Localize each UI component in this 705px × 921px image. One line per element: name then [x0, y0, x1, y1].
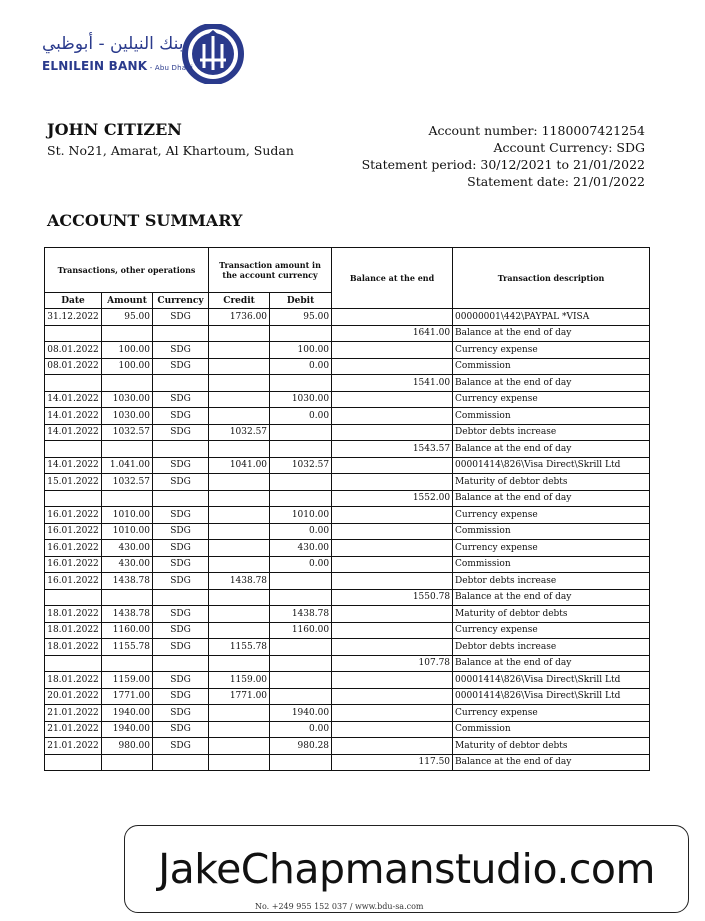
row-credit	[209, 325, 270, 342]
row-date: 15.01.2022	[45, 474, 102, 491]
watermark-stamp	[124, 825, 689, 913]
row-date: 16.01.2022	[45, 523, 102, 540]
row-credit	[209, 441, 270, 458]
row-date: 14.01.2022	[45, 457, 102, 474]
row-currency	[153, 754, 209, 771]
row-description: Balance at the end of day	[453, 589, 650, 606]
bank-emblem-icon	[182, 24, 244, 84]
footer-contact: No. +249 955 152 037 / www.bdu-sa.com	[255, 902, 424, 911]
row-amount	[102, 375, 153, 392]
row-date	[45, 325, 102, 342]
table-row	[45, 358, 650, 375]
row-debit: 0.00	[270, 556, 332, 573]
table-row	[45, 556, 650, 573]
row-amount: 1940.00	[102, 705, 153, 722]
row-debit: 1940.00	[270, 705, 332, 722]
table-row	[45, 721, 650, 738]
row-currency: SDG	[153, 705, 209, 722]
row-balance	[332, 342, 453, 359]
row-description: Commission	[453, 556, 650, 573]
row-credit: 1438.78	[209, 573, 270, 590]
row-currency: SDG	[153, 688, 209, 705]
row-date: 08.01.2022	[45, 342, 102, 359]
row-credit: 1041.00	[209, 457, 270, 474]
row-currency: SDG	[153, 391, 209, 408]
row-currency: SDG	[153, 738, 209, 755]
row-amount: 100.00	[102, 358, 153, 375]
table-row	[45, 672, 650, 689]
row-date: 21.01.2022	[45, 705, 102, 722]
row-amount: 95.00	[102, 309, 153, 326]
row-debit: 0.00	[270, 523, 332, 540]
row-balance	[332, 721, 453, 738]
row-credit	[209, 606, 270, 623]
row-balance	[332, 507, 453, 524]
table-row	[45, 688, 650, 705]
row-date: 21.01.2022	[45, 738, 102, 755]
table-row	[45, 589, 650, 606]
header-amount-group: Transaction amount in the account currency	[209, 248, 332, 293]
row-amount	[102, 754, 153, 771]
row-balance	[332, 457, 453, 474]
row-balance	[332, 540, 453, 557]
table-row	[45, 540, 650, 557]
row-date: 14.01.2022	[45, 408, 102, 425]
row-credit: 1159.00	[209, 672, 270, 689]
row-description: Currency expense	[453, 622, 650, 639]
table-row	[45, 523, 650, 540]
row-description: Currency expense	[453, 540, 650, 557]
row-amount: 1030.00	[102, 391, 153, 408]
row-balance	[332, 738, 453, 755]
row-description: Maturity of debtor debts	[453, 606, 650, 623]
row-debit: 980.28	[270, 738, 332, 755]
row-date: 08.01.2022	[45, 358, 102, 375]
row-credit	[209, 655, 270, 672]
header-balance: Balance at the end	[332, 248, 453, 309]
account-currency: Account Currency: SDG	[493, 140, 645, 155]
bank-name-arabic: بنك النيلين - أبوظبي	[42, 34, 184, 54]
row-currency: SDG	[153, 540, 209, 557]
table-row	[45, 424, 650, 441]
statement-date: Statement date: 21/01/2022	[467, 174, 645, 189]
row-currency: SDG	[153, 622, 209, 639]
customer-address: St. No21, Amarat, Al Khartoum, Sudan	[47, 143, 294, 158]
row-debit: 1160.00	[270, 622, 332, 639]
row-credit	[209, 342, 270, 359]
header-currency: Currency	[153, 293, 209, 309]
row-currency	[153, 589, 209, 606]
row-credit	[209, 408, 270, 425]
row-currency: SDG	[153, 342, 209, 359]
row-currency: SDG	[153, 573, 209, 590]
table-row	[45, 375, 650, 392]
row-balance: 107.78	[332, 655, 453, 672]
row-debit	[270, 490, 332, 507]
account-number: Account number: 1180007421254	[428, 123, 645, 138]
section-title: ACCOUNT SUMMARY	[47, 211, 243, 230]
row-debit: 1030.00	[270, 391, 332, 408]
row-description: Balance at the end of day	[453, 441, 650, 458]
table-row	[45, 342, 650, 359]
header-transactions-group: Transactions, other operations	[45, 248, 209, 293]
header-date: Date	[45, 293, 102, 309]
row-balance: 1543.57	[332, 441, 453, 458]
row-description: Currency expense	[453, 705, 650, 722]
row-debit	[270, 672, 332, 689]
row-currency: SDG	[153, 556, 209, 573]
row-description: Currency expense	[453, 342, 650, 359]
row-date: 18.01.2022	[45, 622, 102, 639]
row-date: 21.01.2022	[45, 721, 102, 738]
row-description: Maturity of debtor debts	[453, 738, 650, 755]
row-date: 18.01.2022	[45, 606, 102, 623]
row-credit	[209, 391, 270, 408]
row-description: Maturity of debtor debts	[453, 474, 650, 491]
row-currency	[153, 655, 209, 672]
row-currency	[153, 325, 209, 342]
row-debit: 0.00	[270, 721, 332, 738]
row-date: 31.12.2022	[45, 309, 102, 326]
row-debit	[270, 573, 332, 590]
row-date: 18.01.2022	[45, 672, 102, 689]
table-row	[45, 490, 650, 507]
row-amount	[102, 589, 153, 606]
row-debit: 1438.78	[270, 606, 332, 623]
row-debit	[270, 441, 332, 458]
row-balance	[332, 622, 453, 639]
row-balance	[332, 474, 453, 491]
row-amount: 1438.78	[102, 606, 153, 623]
row-balance	[332, 408, 453, 425]
row-currency	[153, 441, 209, 458]
row-credit	[209, 738, 270, 755]
row-description: 00001414\826\Visa Direct\Skrill Ltd	[453, 672, 650, 689]
row-description: Balance at the end of day	[453, 655, 650, 672]
table-row	[45, 573, 650, 590]
row-description: Balance at the end of day	[453, 490, 650, 507]
row-currency: SDG	[153, 408, 209, 425]
row-debit: 100.00	[270, 342, 332, 359]
row-date: 16.01.2022	[45, 556, 102, 573]
row-credit	[209, 540, 270, 557]
row-description: Debtor debts increase	[453, 573, 650, 590]
row-amount	[102, 441, 153, 458]
row-date	[45, 754, 102, 771]
row-currency	[153, 490, 209, 507]
row-debit	[270, 375, 332, 392]
row-date	[45, 490, 102, 507]
row-credit	[209, 490, 270, 507]
row-balance: 1641.00	[332, 325, 453, 342]
row-credit	[209, 507, 270, 524]
row-description: Debtor debts increase	[453, 639, 650, 656]
row-amount: 1159.00	[102, 672, 153, 689]
row-currency: SDG	[153, 639, 209, 656]
row-debit: 1032.57	[270, 457, 332, 474]
row-currency: SDG	[153, 309, 209, 326]
customer-name: JOHN CITIZEN	[47, 120, 182, 139]
row-date: 14.01.2022	[45, 424, 102, 441]
row-amount: 1010.00	[102, 523, 153, 540]
row-date	[45, 441, 102, 458]
table-row	[45, 441, 650, 458]
row-date	[45, 589, 102, 606]
row-debit	[270, 655, 332, 672]
row-currency: SDG	[153, 507, 209, 524]
row-description: Balance at the end of day	[453, 325, 650, 342]
row-amount: 1438.78	[102, 573, 153, 590]
row-credit: 1771.00	[209, 688, 270, 705]
row-amount: 1032.57	[102, 424, 153, 441]
row-balance	[332, 606, 453, 623]
row-balance	[332, 672, 453, 689]
row-amount: 980.00	[102, 738, 153, 755]
row-debit	[270, 688, 332, 705]
row-amount: 1030.00	[102, 408, 153, 425]
row-credit	[209, 556, 270, 573]
row-balance	[332, 523, 453, 540]
row-credit	[209, 474, 270, 491]
table-row	[45, 507, 650, 524]
bank-logo	[42, 24, 252, 84]
row-description: Commission	[453, 358, 650, 375]
row-amount: 1010.00	[102, 507, 153, 524]
row-balance	[332, 358, 453, 375]
row-date: 18.01.2022	[45, 639, 102, 656]
row-amount	[102, 655, 153, 672]
row-amount	[102, 325, 153, 342]
account-info	[362, 122, 645, 190]
row-credit	[209, 358, 270, 375]
table-row	[45, 606, 650, 623]
row-description: Currency expense	[453, 507, 650, 524]
row-currency: SDG	[153, 721, 209, 738]
row-debit	[270, 424, 332, 441]
row-credit: 1736.00	[209, 309, 270, 326]
row-amount: 1771.00	[102, 688, 153, 705]
transactions-table	[44, 247, 650, 771]
row-balance	[332, 688, 453, 705]
row-description: Currency expense	[453, 391, 650, 408]
row-credit	[209, 754, 270, 771]
row-currency: SDG	[153, 358, 209, 375]
row-balance: 1550.78	[332, 589, 453, 606]
row-currency: SDG	[153, 606, 209, 623]
row-date	[45, 655, 102, 672]
table-row	[45, 391, 650, 408]
row-credit: 1032.57	[209, 424, 270, 441]
row-amount: 1160.00	[102, 622, 153, 639]
header-debit: Debit	[270, 293, 332, 309]
row-balance: 117.50	[332, 754, 453, 771]
row-currency: SDG	[153, 474, 209, 491]
row-amount: 1.041.00	[102, 457, 153, 474]
row-balance: 1541.00	[332, 375, 453, 392]
row-date: 20.01.2022	[45, 688, 102, 705]
row-currency: SDG	[153, 523, 209, 540]
watermark-text: JakeChapmanstudio.com	[158, 845, 655, 893]
header-amount: Amount	[102, 293, 153, 309]
row-description: Balance at the end of day	[453, 375, 650, 392]
row-debit: 95.00	[270, 309, 332, 326]
row-debit: 0.00	[270, 408, 332, 425]
row-currency: SDG	[153, 672, 209, 689]
header-credit: Credit	[209, 293, 270, 309]
row-credit	[209, 523, 270, 540]
row-amount: 1032.57	[102, 474, 153, 491]
table-row	[45, 738, 650, 755]
header-description: Transaction description	[453, 248, 650, 309]
row-description: Commission	[453, 721, 650, 738]
row-debit: 0.00	[270, 358, 332, 375]
table-row	[45, 655, 650, 672]
row-debit: 430.00	[270, 540, 332, 557]
row-description: 00000001\442\PAYPAL *VISA	[453, 309, 650, 326]
row-currency	[153, 375, 209, 392]
row-balance	[332, 639, 453, 656]
row-amount: 100.00	[102, 342, 153, 359]
row-credit	[209, 622, 270, 639]
row-balance	[332, 309, 453, 326]
row-credit: 1155.78	[209, 639, 270, 656]
table-row	[45, 408, 650, 425]
row-balance: 1552.00	[332, 490, 453, 507]
row-debit	[270, 639, 332, 656]
statement-period: Statement period: 30/12/2021 to 21/01/2022	[361, 157, 645, 172]
row-credit	[209, 705, 270, 722]
row-debit	[270, 754, 332, 771]
row-currency: SDG	[153, 424, 209, 441]
row-credit	[209, 375, 270, 392]
row-balance	[332, 705, 453, 722]
row-description: Balance at the end of day	[453, 754, 650, 771]
table-row	[45, 622, 650, 639]
row-balance	[332, 391, 453, 408]
bank-name-english: ELNILEIN BANK - Abu Dhabi	[42, 59, 194, 73]
row-balance	[332, 556, 453, 573]
row-debit: 1010.00	[270, 507, 332, 524]
row-amount: 1155.78	[102, 639, 153, 656]
row-description: 00001414\826\Visa Direct\Skrill Ltd	[453, 688, 650, 705]
row-credit	[209, 721, 270, 738]
table-row	[45, 639, 650, 656]
row-credit	[209, 589, 270, 606]
table-row	[45, 457, 650, 474]
row-amount: 430.00	[102, 556, 153, 573]
table-row	[45, 309, 650, 326]
row-currency: SDG	[153, 457, 209, 474]
row-balance	[332, 573, 453, 590]
row-balance	[332, 424, 453, 441]
table-row	[45, 325, 650, 342]
row-debit	[270, 325, 332, 342]
transactions-body	[45, 309, 650, 771]
table-row	[45, 474, 650, 491]
row-debit	[270, 474, 332, 491]
row-date: 16.01.2022	[45, 540, 102, 557]
row-date: 14.01.2022	[45, 391, 102, 408]
row-description: Debtor debts increase	[453, 424, 650, 441]
row-description: Commission	[453, 408, 650, 425]
row-description: 00001414\826\Visa Direct\Skrill Ltd	[453, 457, 650, 474]
table-row	[45, 754, 650, 771]
row-amount	[102, 490, 153, 507]
row-amount: 430.00	[102, 540, 153, 557]
row-date: 16.01.2022	[45, 573, 102, 590]
row-amount: 1940.00	[102, 721, 153, 738]
row-date: 16.01.2022	[45, 507, 102, 524]
row-description: Commission	[453, 523, 650, 540]
table-row	[45, 705, 650, 722]
row-debit	[270, 589, 332, 606]
row-date	[45, 375, 102, 392]
